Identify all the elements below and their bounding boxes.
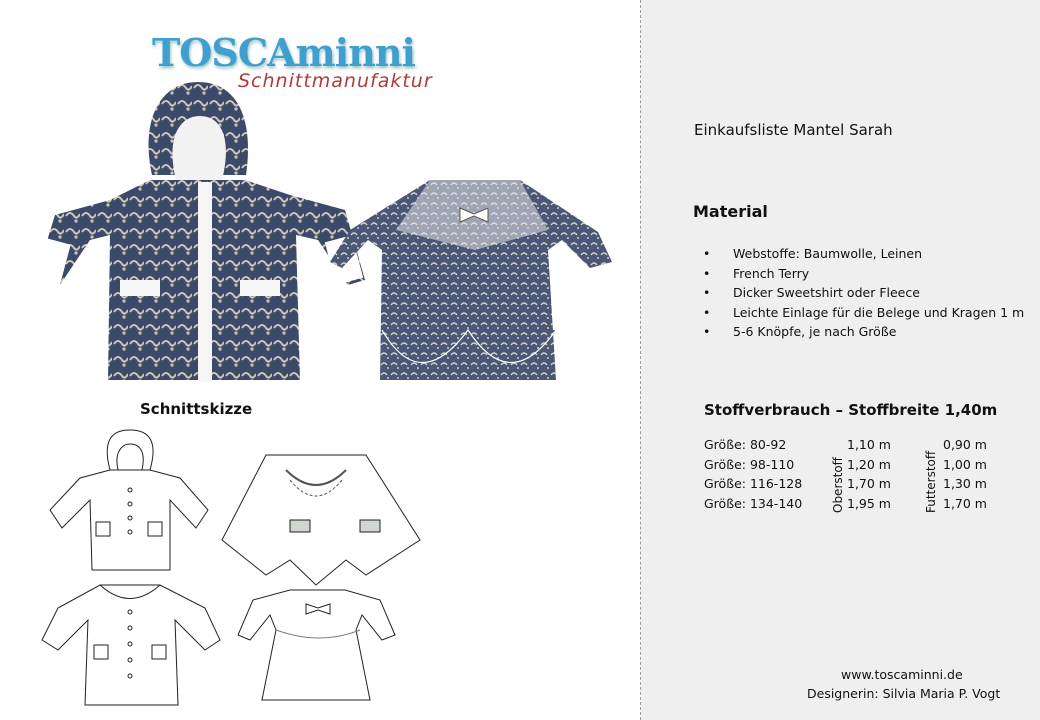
- material-heading: Material: [693, 202, 768, 221]
- futterstoff-cell: 1,30 m: [943, 476, 987, 491]
- futterstoff-cell: 0,90 m: [943, 437, 987, 452]
- info-panel: [641, 0, 1040, 720]
- bullet: •: [703, 324, 711, 339]
- oberstoff-cell: 1,70 m: [847, 476, 891, 491]
- bullet: •: [703, 285, 711, 300]
- futterstoff-cell: 1,70 m: [943, 495, 987, 511]
- list-item: • Webstoffe: Baumwolle, Leinen: [703, 246, 923, 261]
- technical-sketches: [42, 430, 420, 705]
- list-item: • 5-6 Knöpfe, je nach Größe: [703, 324, 897, 339]
- futterstoff-label: Futterstoff: [924, 450, 938, 513]
- designer-credit: Designerin: Silvia Maria P. Vogt: [807, 686, 1001, 701]
- brand-logo-subtitle: Schnittmanufaktur: [238, 70, 433, 92]
- size-column: [704, 437, 802, 515]
- coat-inside-illustration: [330, 180, 612, 380]
- oberstoff-label: Oberstoff: [831, 457, 845, 513]
- brand-logo: TOSCAminni: [152, 30, 415, 75]
- size-cell: Größe: 116-128: [704, 476, 803, 491]
- sketch-heading: Schnittskizze: [140, 400, 253, 418]
- oberstoff-cell: 1,10 m: [847, 437, 891, 452]
- futterstoff-column: [943, 437, 987, 515]
- size-cell: Größe: 80-92: [704, 437, 787, 452]
- shopping-list-title: Einkaufsliste Mantel Sarah: [694, 121, 893, 139]
- fabric-usage-heading: Stoffverbrauch – Stoffbreite 1,40m: [704, 401, 998, 419]
- oberstoff-cell: 1,20 m: [847, 456, 891, 472]
- list-item: • French Terry: [703, 265, 810, 281]
- bullet: •: [703, 265, 711, 281]
- list-item: • Dicker Sweetshirt oder Fleece: [703, 285, 920, 300]
- size-cell: Größe: 98-110: [704, 456, 795, 472]
- size-cell: Größe: 134-140: [704, 495, 803, 511]
- coat-illustration: [29, 82, 365, 382]
- website-link[interactable]: www.toscaminni.de: [841, 667, 963, 682]
- material-list: [693, 246, 1024, 344]
- list-item: • Leichte Einlage für die Belege und Kragen 1 m: [703, 304, 1025, 320]
- oberstoff-cell: 1,95 m: [847, 495, 891, 511]
- bullet: •: [703, 304, 711, 320]
- bullet: •: [703, 246, 711, 261]
- futterstoff-cell: 1,00 m: [943, 456, 987, 472]
- oberstoff-column: [847, 437, 891, 515]
